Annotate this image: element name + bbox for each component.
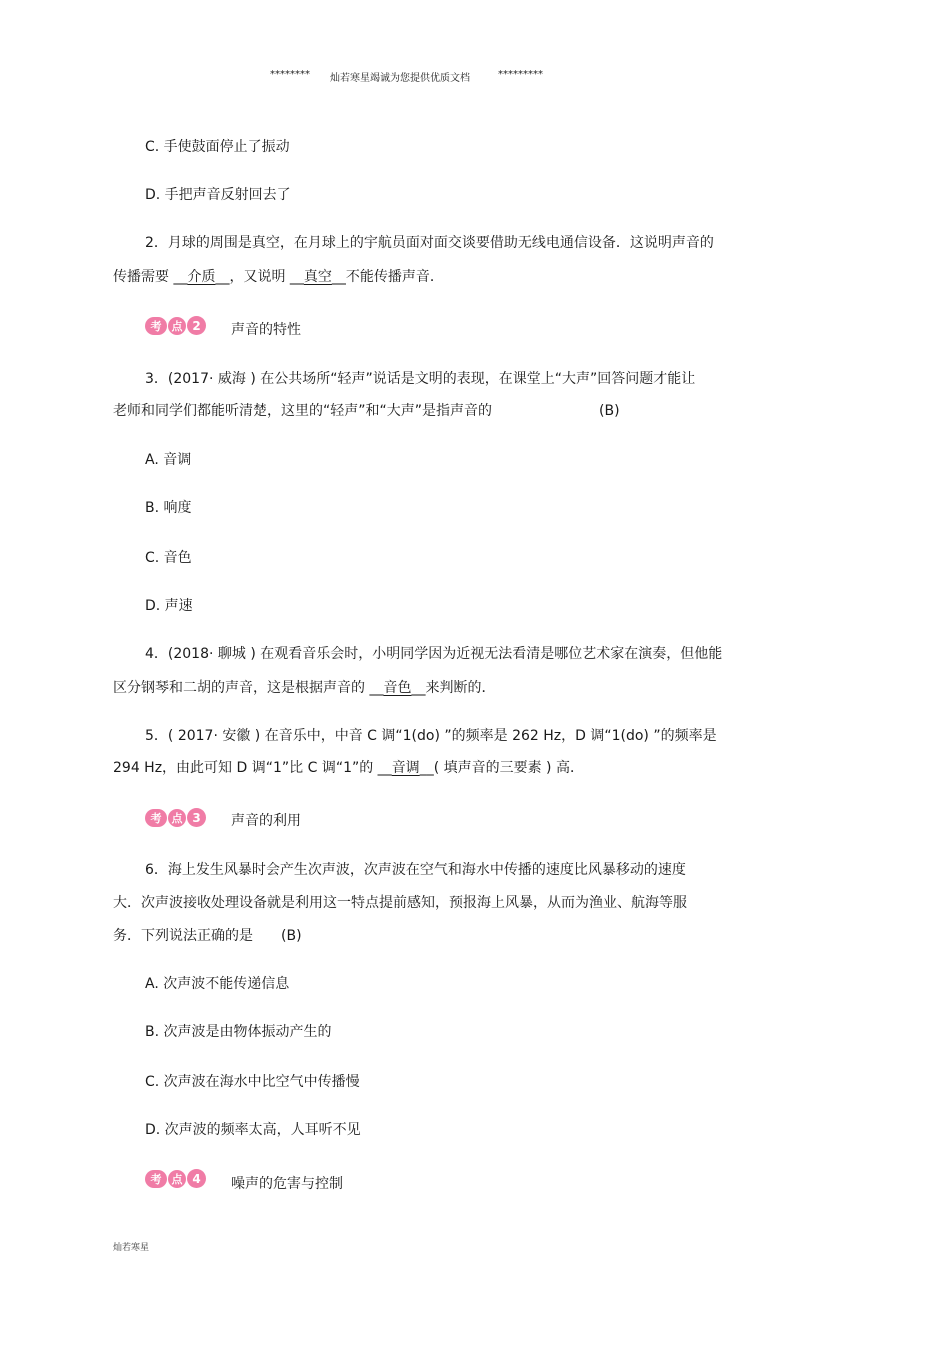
- q3-answer: (B): [599, 403, 620, 419]
- q4-line2: [113, 679, 495, 697]
- q3-option-d: D. 声速: [145, 598, 193, 614]
- section-badge-label: 考: [145, 809, 167, 827]
- section-badge-label: 考: [145, 317, 167, 335]
- q2-text-a: 传播需要 __: [113, 269, 188, 285]
- section-badge-number: 3: [187, 808, 206, 827]
- q3-option-c: C. 音色: [145, 550, 192, 566]
- q4-text-a: 区分钢琴和二胡的声音，这是根据声音的 __: [113, 680, 384, 696]
- q2-line2: [113, 268, 444, 286]
- section-badge-4: [145, 1169, 206, 1188]
- footer-text: 灿若寒星: [113, 1243, 150, 1253]
- q6-line2: 大．次声波接收处理设备就是利用这一特点提前感知，预报海上风暴，从而为渔业、航海等服: [113, 895, 687, 911]
- q2-text-b: __，又说明 __: [215, 269, 304, 285]
- section-title-2: 声音的特性: [231, 322, 301, 338]
- q6-option-a: A. 次声波不能传递信息: [145, 976, 290, 992]
- q4-answer: 音色: [383, 680, 412, 696]
- section-title-4: 噪声的危害与控制: [231, 1176, 343, 1192]
- q1-option-d: D. 手把声音反射回去了: [145, 187, 291, 203]
- section-badge-label-2: 点: [168, 317, 186, 335]
- header-title: 灿若寒星竭诚为您提供优质文档: [330, 73, 470, 84]
- q5-answer: 音调: [391, 760, 420, 776]
- section-badge-3: [145, 808, 206, 827]
- q1-option-c: C. 手使鼓面停止了振动: [145, 139, 290, 155]
- q2-answer-2: 真空: [303, 269, 332, 285]
- q4-text-b: __来判断的．: [411, 680, 496, 696]
- section-badge-2: [145, 316, 206, 335]
- q2-answer-1: 介质: [187, 269, 216, 285]
- section-badge-label-2: 点: [168, 1170, 186, 1188]
- q6-line1: 6．海上发生风暴时会产生次声波，次声波在空气和海水中传播的速度比风暴移动的速度: [145, 862, 686, 878]
- q5-line1: 5．( 2017· 安徽 ) 在音乐中，中音 C 调“1(do) ”的频率是 262 Hz，D 调“1(do) ”的频率是: [145, 728, 717, 744]
- q6-option-d: D. 次声波的频率太高，人耳听不见: [145, 1122, 361, 1138]
- q3-line2: 老师和同学们都能听清楚，这里的“轻声”和“大声”是指声音的: [113, 403, 493, 419]
- q5-text-a: 294 Hz，由此可知 D 调“1”比 C 调“1”的 __: [113, 760, 392, 776]
- q4-line1: 4．(2018· 聊城 ) 在观看音乐会时，小明同学因为近视无法看清是哪位艺术家在演奏，但他能: [145, 646, 723, 662]
- section-badge-label: 考: [145, 1170, 167, 1188]
- q6-line3: 务．下列说法正确的是: [113, 928, 253, 944]
- q6-answer: (B): [281, 928, 302, 944]
- q3-option-b: B. 响度: [145, 500, 192, 516]
- section-title-3: 声音的利用: [231, 813, 301, 829]
- q3-option-a: A. 音调: [145, 452, 192, 468]
- section-badge-label-2: 点: [168, 809, 186, 827]
- header-right-stars: *********: [498, 69, 543, 80]
- section-badge-number: 4: [187, 1169, 206, 1188]
- q5-line2: [113, 759, 584, 777]
- q2-text-c: __不能传播声音．: [331, 269, 444, 285]
- q3-line1: 3．(2017· 威海 ) 在公共场所“轻声”说话是文明的表现，在课堂上“大声”回答问题才能让: [145, 371, 696, 387]
- q6-option-c: C. 次声波在海水中比空气中传播慢: [145, 1074, 360, 1090]
- header-left-stars: ********: [270, 69, 310, 80]
- q6-option-b: B. 次声波是由物体振动产生的: [145, 1024, 332, 1040]
- q2-line1: 2．月球的周围是真空，在月球上的宇航员面对面交谈要借助无线电通信设备．这说明声音的: [145, 235, 714, 251]
- q5-text-b: __( 填声音的三要素 ) 高．: [419, 760, 584, 776]
- section-badge-number: 2: [187, 316, 206, 335]
